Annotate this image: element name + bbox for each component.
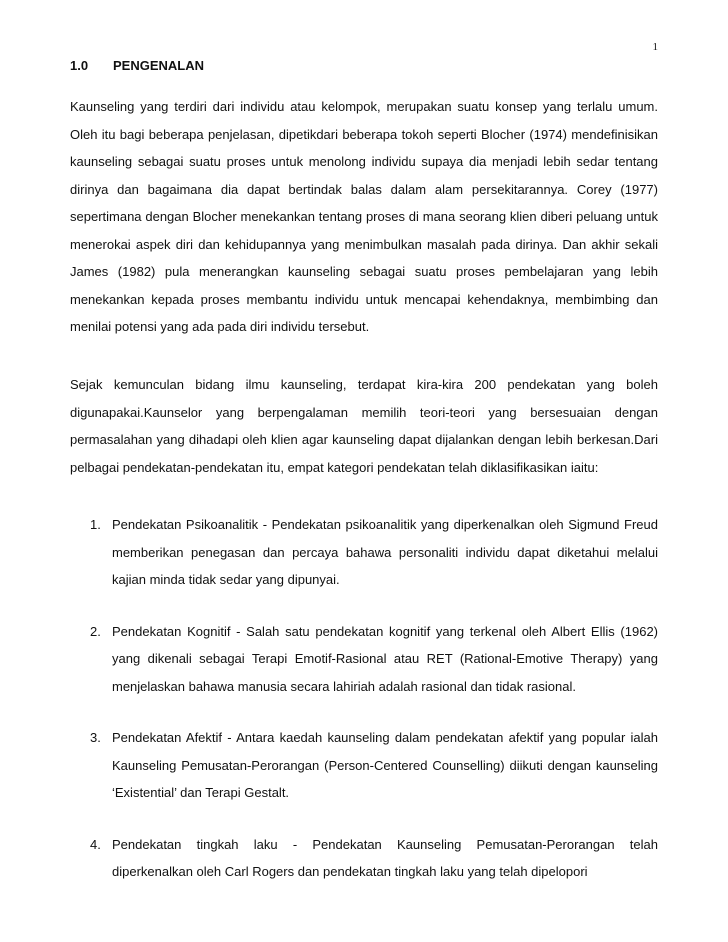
section-heading — [70, 57, 204, 75]
list-marker: 1. — [90, 517, 101, 532]
list-item-text: Pendekatan Kognitif - Salah satu pendekatan kognitif yang terkenal oleh Albert Ellis (1962) yang dikenali sebagai Terapi Emotif-Rasional atau RET (Rational-Emotive Therapy) yang menjelaskan bahawa manusia secara lahiriah adalah rasional dan tidak rasional. — [112, 623, 658, 694]
list-item-text: Pendekatan Psikoanalitik - Pendekatan psikoanalitik yang diperkenalkan oleh Sigmund Freud memberikan penegasan dan percaya bahawa personaliti individu dapat diketahui melalui kajian minda tidak sedar yang dipunyai. — [112, 517, 658, 587]
list-item — [70, 831, 658, 886]
list-marker: 4. — [90, 836, 101, 852]
section-number: 1.0 — [70, 58, 89, 73]
list-item-text: Pendekatan tingkah laku - Pendekatan Kaunseling Pemusatan-Perorangan telah diperkenalkan oleh Carl Rogers dan pendekatan tingkah laku yang telah dipelopori — [112, 836, 658, 879]
section-title: PENGENALAN — [113, 58, 205, 73]
approaches-list — [70, 511, 658, 910]
list-item — [70, 511, 658, 594]
list-item — [70, 618, 658, 701]
list-item-text: Pendekatan Afektif - Antara kaedah kaunseling dalam pendekatan afektif yang popular ialah Kaunseling Pemusatan-Perorangan (Person-Centered Counselling) diikuti dengan kaunseling ‘Existential’ dan Terapi Gestalt. — [112, 730, 658, 800]
approaches-paragraph: Sejak kemunculan bidang ilmu kaunseling, terdapat kira-kira 200 pendekatan yang boleh digunapakai.Kaunselor yang berpengalaman memilih teori-teori yang bersesuaian dengan permasalahan yang dihadapi oleh klien agar kaunseling dapat dijalankan dengan lebih berkesan.Dari pelbagai pendekatan-pendekatan itu, empat kategori pendekatan telah diklasifikasikan iaitu: — [70, 377, 658, 475]
page-number: 1 — [652, 41, 658, 53]
list-item — [70, 724, 658, 807]
list-marker: 2. — [90, 623, 101, 639]
intro-paragraph: Kaunseling yang terdiri dari individu atau kelompok, merupakan suatu konsep yang terlalu umum. Oleh itu bagi beberapa penjelasan, dipetikdari beberapa tokoh seperti Blocher (1974) mendefinisikan kaunseling sebagai suatu proses untuk menolong individu supaya dia menjadi lebih sedar tentang dirinya dan bagaimana dia dapat bertindak balas dalam alam persekitarannya. Corey (1977) sepertimana dengan Blocher menekankan tentang proses di mana seorang klien diberi peluang untuk menerokai aspek diri dan kehidupannya yang menimbulkan masalah pada dirinya. Dan akhir sekali James (1982) pula menerangkan kaunseling sebagai suatu proses pembelajaran yang lebih menekankan kepada proses membantu individu untuk mencapai kehendaknya, membimbing dan menilai potensi yang ada pada diri individu tersebut. — [70, 99, 658, 334]
list-marker: 3. — [90, 730, 101, 745]
